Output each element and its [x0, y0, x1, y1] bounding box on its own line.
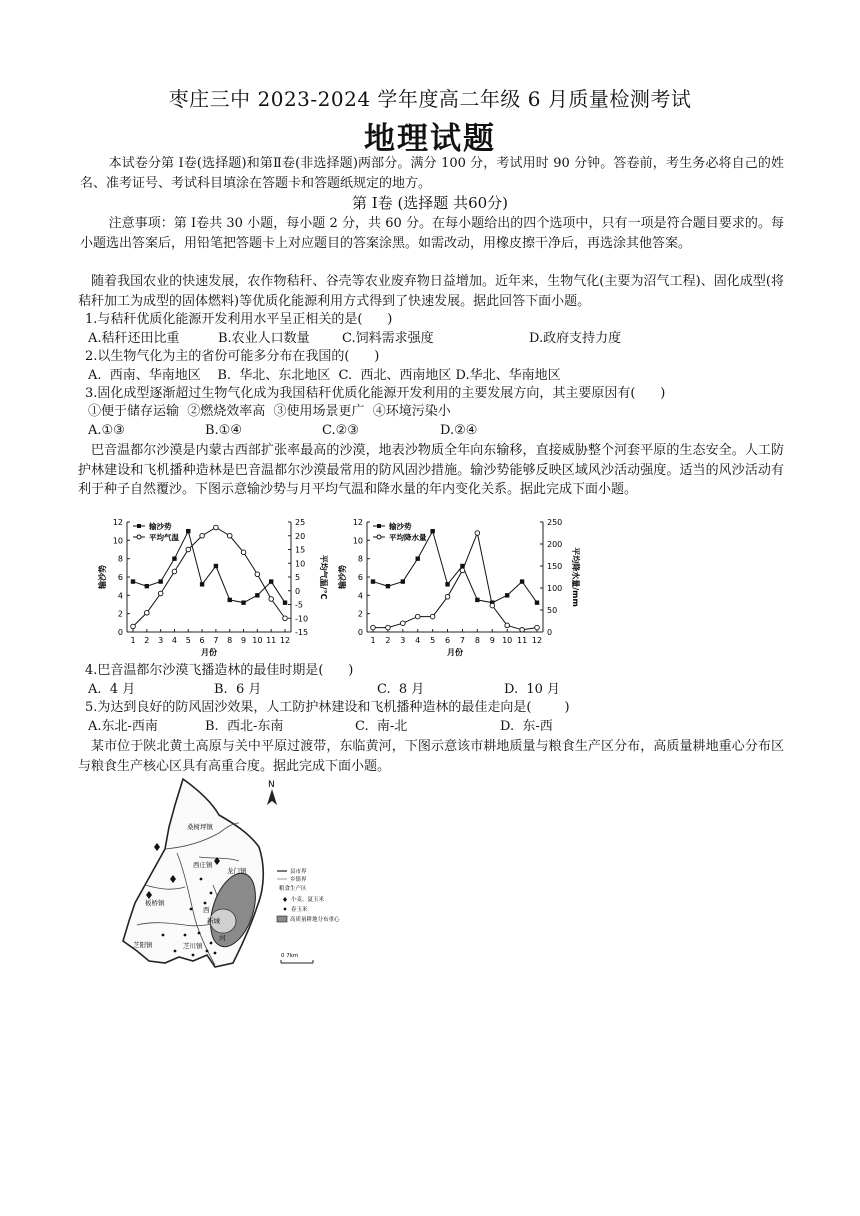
x-tick-label: 11: [266, 636, 277, 645]
question-3-stem: 3.固化成型逐渐超过生物气化成为我国秸秆优质化能源开发利用的主要发展方向，其主要原因有( ): [85, 386, 666, 401]
north-arrow-icon: [267, 780, 277, 805]
question-3-option-d: D.②④: [440, 423, 478, 438]
left-tick-label: 10: [112, 536, 123, 546]
series-point: [505, 623, 510, 628]
x-tick-label: 3: [158, 636, 164, 645]
question-3-option-a: A.①③: [88, 423, 125, 438]
legend-spring-corn: 春玉米: [291, 907, 308, 913]
place-xizhuang: 西庄镇: [193, 861, 213, 869]
series-point: [430, 614, 435, 619]
sand-point: [386, 584, 390, 588]
left-tick-label: 6: [117, 573, 123, 582]
question-4-stem: 4.巴音温都尔沙漠飞播造林的最佳时期是( ): [85, 663, 354, 678]
sand-point: [535, 600, 539, 604]
question-4-option-d: D. 10 月: [504, 682, 561, 697]
question-5-option-d: D. 东-西: [500, 719, 553, 734]
series-point: [227, 533, 232, 538]
place-sangshuping: 桑树坪镇: [187, 823, 213, 831]
series-line-1: [373, 533, 537, 630]
x-tick-label: 2: [144, 636, 150, 645]
sand-point: [214, 564, 218, 568]
legend-label: 平均气温: [149, 533, 179, 542]
series-point: [520, 628, 525, 633]
series-point: [445, 595, 450, 600]
question-3-option-b: B.①④: [205, 423, 242, 438]
series-point: [386, 625, 391, 630]
sand-point: [283, 600, 287, 604]
legend-marker: [137, 535, 141, 539]
series-point: [535, 625, 540, 630]
series-point: [172, 569, 177, 574]
intro-paragraph: 本试卷分第 Ⅰ卷(选择题)和第Ⅱ卷(非选择题)两部分。满分 100 分，考试用时 90 分钟。答卷前，考生务必将自己的姓名、准考证号、考试科目填涂在答题卡和答题纸规定的地方。: [80, 156, 784, 191]
x-axis-label: 月份: [447, 648, 463, 657]
question-2-options: A. 西南、华南地区 B. 华北、东北地区 C. 西北、西南地区 D.华北、华南地区: [88, 368, 561, 383]
right-tick-label: 0: [547, 628, 553, 637]
question-4-option-b: B. 6 月: [214, 682, 262, 697]
x-tick-label: 1: [370, 636, 376, 645]
place-xi: 西: [203, 906, 210, 914]
sand-point: [241, 600, 245, 604]
passage-2: 巴音温都尔沙漠是内蒙古西部扩张率最高的沙漠，地表沙物质全年向东输移，直接威胁整个河套平原的生态安全。人工防护林建设和飞机播种造林是巴音温都尔沙漠最常用的防风固沙措施。输沙势能够反映区域风沙活动强度。适当的风沙活动有利于种子自然覆沙。下图示意输沙势与月平均气温和降水量的年内变化关系。据此完成下面小题。: [78, 443, 784, 497]
scale-label: 0 7km: [281, 953, 299, 959]
sand-point: [255, 593, 259, 597]
left-tick-label: 2: [117, 609, 123, 619]
right-tick-label: 200: [547, 540, 563, 549]
x-tick-label: 4: [171, 636, 178, 645]
left-tick-label: 10: [352, 536, 363, 546]
place-xincheng: 新城: [207, 917, 220, 925]
north-label: N: [268, 780, 275, 790]
left-tick-label: 0: [357, 628, 363, 637]
series-point: [145, 610, 150, 615]
sand-point: [475, 598, 479, 602]
left-tick-label: 12: [352, 518, 363, 527]
x-axis-label: 月份: [201, 648, 217, 657]
question-1-stem: 1.与秸秆优质化能源开发利用水平呈正相关的是( ): [85, 312, 393, 327]
legend-marker: [377, 535, 381, 539]
place-he: 河: [219, 934, 226, 942]
legend-label: 输沙势: [389, 522, 412, 531]
x-tick-label: 12: [531, 636, 543, 645]
question-5-option-a: A.东北-西南: [88, 719, 158, 734]
right-tick-label: 0: [295, 586, 301, 596]
left-axis-label: 输沙势: [98, 565, 107, 589]
sand-point: [200, 582, 204, 586]
right-axis-label: 平均降水量/mm: [571, 547, 580, 607]
right-tick-label: -10: [295, 614, 309, 624]
sand-point: [371, 579, 375, 583]
city-farmland-map: [115, 775, 365, 975]
series-point: [283, 616, 288, 621]
left-tick-label: 6: [357, 573, 363, 582]
question-3-option-c: C.②③: [322, 423, 359, 438]
left-tick-label: 0: [117, 628, 123, 637]
right-tick-label: 100: [547, 584, 563, 593]
right-tick-label: 150: [547, 562, 563, 571]
place-longmen: 龙门镇: [227, 867, 247, 875]
x-tick-label: 7: [213, 636, 219, 645]
question-1-option-b: B.农业人口数量: [218, 331, 310, 346]
question-5-stem: 5.为达到良好的防风固沙效果，人工防护林建设和飞机播种造林的最佳走向是( ): [85, 700, 570, 715]
legend-marker: [137, 524, 141, 528]
right-tick-label: 15: [295, 545, 306, 555]
series-point: [371, 625, 376, 630]
left-tick-label: 8: [117, 554, 123, 564]
legend-core-center: 高质量耕地分布重心: [290, 917, 340, 923]
left-tick-label: 12: [112, 518, 123, 527]
sand-transport-temperature-chart: [95, 514, 345, 664]
x-tick-label: 6: [444, 636, 451, 645]
place-zhiyang: 芝阳镇: [133, 941, 153, 949]
series-point: [158, 591, 163, 596]
series-point: [490, 603, 495, 608]
place-banqiao: 板桥镇: [145, 899, 165, 907]
question-2-stem: 2.以生物气化为主的省份可能多分布在我国的( ): [85, 349, 380, 364]
sand-point: [158, 579, 162, 583]
x-tick-label: 6: [199, 636, 205, 645]
question-1-option-c: C.饲料需求强度: [342, 331, 434, 346]
question-1-option-d: D.政府支持力度: [529, 331, 622, 346]
sand-point: [416, 556, 420, 560]
legend-marker: [377, 524, 381, 528]
sand-point: [131, 579, 135, 583]
x-tick-label: 10: [502, 636, 513, 645]
series-point: [200, 533, 205, 538]
series-point: [401, 621, 406, 626]
series-point: [460, 568, 465, 573]
question-5-option-c: C. 南-北: [355, 719, 408, 734]
x-tick-label: 1: [130, 636, 136, 645]
sand-point: [445, 582, 449, 586]
map-scale: [281, 953, 313, 963]
x-tick-label: 2: [385, 636, 391, 645]
series-point: [186, 547, 191, 552]
right-tick-label: 20: [295, 531, 306, 541]
legend-township-border: 乡镇界: [290, 877, 307, 883]
passage-3: 某市位于陕北黄土高原与关中平原过渡带，东临黄河，下图示意该市耕地质量与粮食生产区分布，高质量耕地重心分布区与粮食生产核心区具有高重合度。据此完成下面小题。: [78, 739, 784, 774]
sand-transport-precipitation-chart: [335, 514, 597, 664]
x-tick-label: 12: [279, 636, 291, 645]
subject-title: 地理试题: [364, 121, 496, 157]
sand-point: [186, 529, 190, 533]
right-tick-label: 10: [295, 559, 306, 569]
left-tick-label: 8: [357, 554, 363, 564]
sand-point: [145, 584, 149, 588]
map-legend: [277, 867, 340, 923]
right-tick-label: -5: [295, 600, 303, 610]
x-tick-label: 9: [240, 636, 247, 645]
x-tick-label: 4: [415, 636, 421, 645]
x-tick-label: 5: [185, 636, 191, 645]
series-point: [241, 550, 246, 555]
x-tick-label: 7: [459, 636, 466, 645]
sand-point: [430, 529, 434, 533]
legend-county-border: 县市界: [290, 869, 307, 875]
series-point: [415, 614, 420, 619]
left-tick-label: 4: [357, 591, 363, 601]
right-tick-label: 5: [295, 573, 301, 582]
legend-label: 输沙势: [149, 522, 172, 531]
question-5-option-b: B. 西北-东南: [205, 719, 284, 734]
series-line-1: [133, 528, 285, 627]
legend-wheat-corn: 小麦、夏玉米: [291, 897, 325, 903]
right-tick-label: 25: [295, 518, 306, 527]
sand-point: [269, 579, 273, 583]
question-4-option-a: A. 4 月: [88, 682, 136, 697]
question-1-option-a: A.秸秆还田比重: [88, 331, 180, 346]
exam-title: 枣庄三中 2023-2024 学年度高二年级 6 月质量检测考试: [168, 87, 692, 111]
question-3-reasons: ①便于储存运输 ②燃烧效率高 ③使用场景更广 ④环境污染小: [88, 404, 451, 419]
series-point: [214, 525, 219, 530]
series-point: [131, 624, 136, 629]
left-tick-label: 2: [357, 609, 363, 619]
sand-point: [520, 579, 524, 583]
section-heading: 第 Ⅰ卷 (选择题 共60分): [351, 194, 509, 212]
right-tick-label: -15: [295, 628, 309, 637]
x-tick-label: 5: [430, 636, 436, 645]
right-tick-label: 250: [547, 518, 563, 527]
right-axis-label: 平均气温/℃: [319, 554, 328, 600]
x-tick-label: 11: [516, 636, 528, 645]
x-tick-label: 8: [474, 636, 480, 645]
series-point: [475, 531, 480, 536]
legend-grain-area: 粮食生产区: [279, 886, 307, 892]
sand-point: [172, 556, 176, 560]
right-tick-label: 50: [547, 606, 558, 615]
passage-1: 随着我国农业的快速发展，农作物秸秆、谷壳等农业废弃物日益增加。近年来，生物气化(主要为沼气工程)、固化成型(将秸秆加工为成型的固体燃料)等优质化能源利用方式得到了快速发展。据此回答下面小题。: [78, 274, 784, 309]
series-point: [269, 597, 274, 602]
notice-paragraph: 注意事项：第 Ⅰ卷共 30 小题，每小题 2 分，共 60 分。在每小题给出的四个选项中，只有一项是符合题目要求的。每小题选出答案后，用铅笔把答题卡上对应题目的答案涂黑。如需改动，用橡皮擦干净后，再选涂其他答案。: [80, 216, 784, 251]
legend-label: 平均降水量: [389, 533, 427, 542]
sand-point: [401, 579, 405, 583]
x-tick-label: 10: [252, 636, 263, 645]
question-4-option-c: C. 8 月: [377, 682, 425, 697]
sand-point: [228, 598, 232, 602]
left-tick-label: 4: [117, 591, 123, 601]
x-tick-label: 8: [227, 636, 233, 645]
series-point: [255, 572, 260, 577]
place-zhichuan: 芝川镇: [183, 942, 203, 950]
sand-point: [505, 593, 509, 597]
x-tick-label: 3: [400, 636, 406, 645]
x-tick-label: 9: [489, 636, 495, 645]
left-axis-label: 输沙势: [338, 565, 347, 589]
